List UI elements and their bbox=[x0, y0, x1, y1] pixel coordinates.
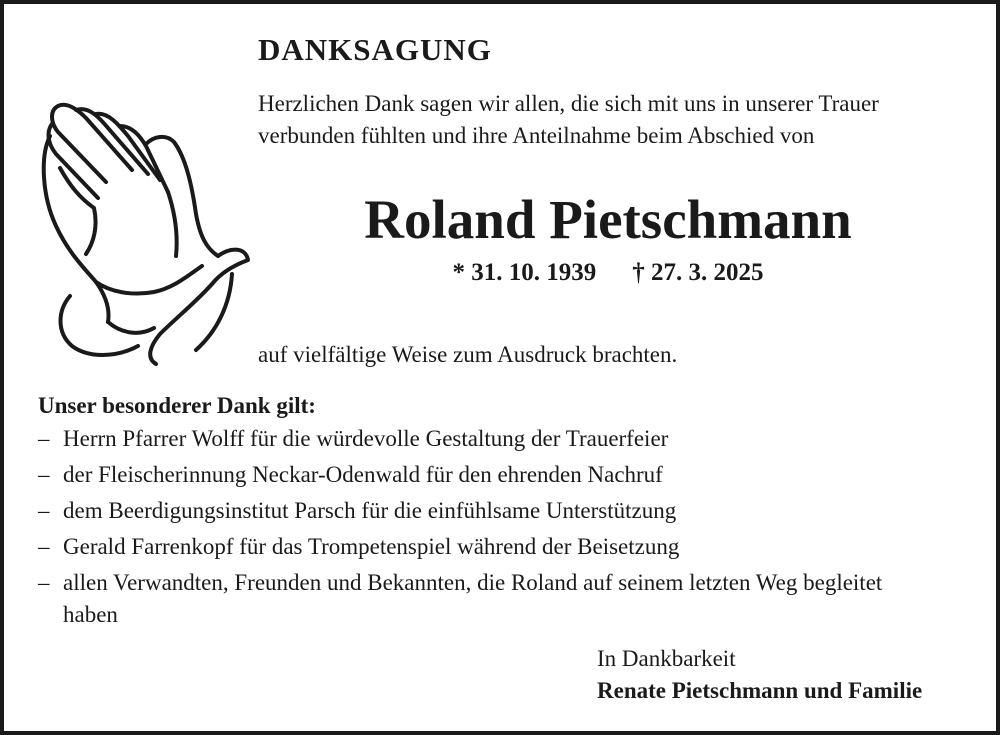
list-item-text: allen Verwandten, Freunden und Bekannten, die Roland auf seinem letzten Weg begleitet haben bbox=[63, 570, 883, 627]
list-bullet: – bbox=[38, 426, 50, 451]
list-bullet: – bbox=[38, 570, 50, 595]
signature: Renate Pietschmann und Familie bbox=[597, 678, 923, 703]
list-item-text: Herrn Pfarrer Wolff für die würdevolle Gestaltung der Trauerfeier bbox=[63, 426, 669, 451]
deceased-name: Roland Pietschmann bbox=[364, 189, 852, 250]
list-item-text: dem Beerdigungsinstitut Parsch für die einfühlsame Unterstützung bbox=[63, 498, 677, 523]
list-item-text: der Fleischerinnung Neckar-Odenwald für den ehrenden Nachruf bbox=[63, 462, 663, 487]
notice-title: DANKSAGUNG bbox=[258, 32, 492, 67]
list-bullet: – bbox=[38, 534, 50, 559]
intro-line: verbunden fühlten und ihre Anteilnahme beim Abschied von bbox=[258, 123, 815, 148]
intro-text bbox=[258, 88, 978, 152]
list-bullet: – bbox=[38, 498, 50, 523]
list-item bbox=[38, 567, 968, 631]
closing-line: In Dankbarkeit bbox=[597, 646, 736, 671]
life-dates bbox=[258, 256, 958, 290]
list-item bbox=[38, 423, 968, 455]
list-bullet: – bbox=[38, 462, 50, 487]
death-date: † 27. 3. 2025 bbox=[632, 259, 764, 286]
list-item bbox=[38, 495, 968, 527]
birth-date: * 31. 10. 1939 bbox=[452, 259, 597, 286]
thanks-heading: Unser besonderer Dank gilt: bbox=[38, 393, 316, 418]
outro-text: auf vielfältige Weise zum Ausdruck brachten. bbox=[258, 342, 678, 367]
intro-line: Herzlichen Dank sagen wir allen, die sich mit uns in unserer Trauer bbox=[258, 91, 879, 116]
thanks-list bbox=[38, 423, 968, 635]
list-item bbox=[38, 531, 968, 563]
praying-hands-icon bbox=[36, 96, 250, 366]
list-item-text: Gerald Farrenkopf für das Trompetenspiel während der Beisetzung bbox=[63, 534, 680, 559]
list-item bbox=[38, 459, 968, 491]
